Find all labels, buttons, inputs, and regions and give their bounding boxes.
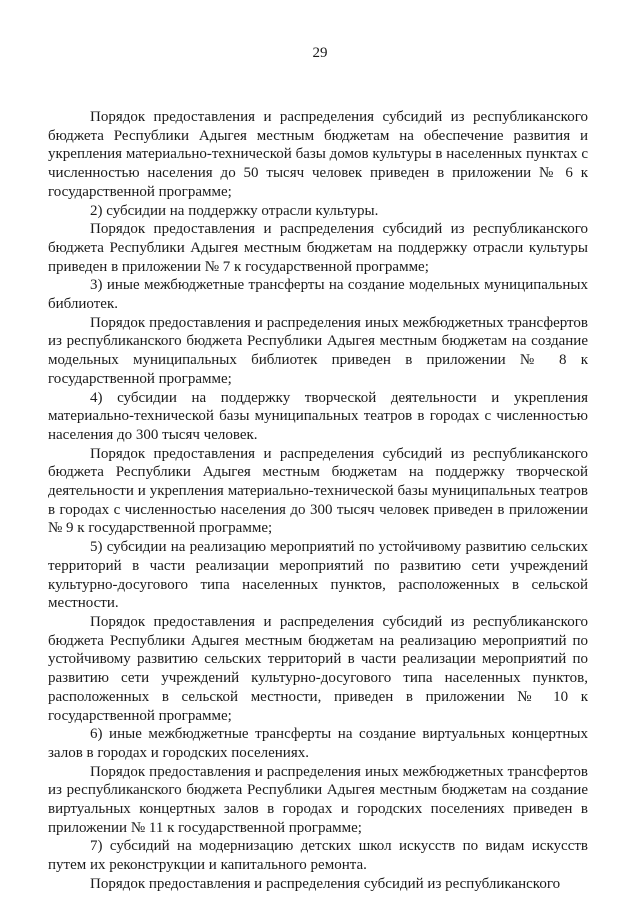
paragraph-procedure-8: Порядок предоставления и распределения иных межбюджетных трансфертов из республиканского бюджета Республики Адыгея местным бюджетам на создание модельных муниципальных библиотек приведен в приложении № 8 к государственной программе; [48, 314, 588, 387]
paragraph-procedure-11: Порядок предоставления и распределения иных межбюджетных трансфертов из республиканского бюджета Республики Адыгея местным бюджетам на создание виртуальных концертных залов в городах и городских поселениях приведен в приложении № 11 к государственной программе; [48, 763, 588, 836]
paragraph-item-4: 4) субсидии на поддержку творческой деятельности и укрепления материально-технической базы муниципальных театров в городах с численностью населения до 300 тысяч человек. [48, 389, 588, 443]
document-body [48, 108, 588, 894]
paragraph-procedure-6: Порядок предоставления и распределения субсидий из республиканского бюджета Республики Адыгея местным бюджетам на обеспечение развития и укрепления материально-технической базы домов культуры в населенных пунктах с численностью населения до 50 тысяч человек приведен в приложении № 6 к государственной программе; [48, 109, 588, 200]
page-number: 29 [312, 45, 328, 61]
paragraph-item-3: 3) иные межбюджетные трансферты на создание модельных муниципальных библиотек. [48, 277, 588, 313]
paragraph-item-2: 2) субсидии на поддержку отрасли культуры. [90, 202, 379, 219]
paragraph-item-6: 6) иные межбюджетные трансферты на создание виртуальных концертных залов в городах и городских поселениях. [48, 726, 588, 761]
paragraph-item-7: 7) субсидий на модернизацию детских школ искусств по видам искусств путем их реконструкции и капитального ремонта. [48, 838, 588, 874]
paragraph-procedure-12-start: Порядок предоставления и распределения субсидий из республиканского [90, 875, 561, 892]
paragraph-procedure-9: Порядок предоставления и распределения субсидий из республиканского бюджета Республики Адыгея местным бюджетам на поддержку творческой деятельности и укрепления материально-технической базы муниципальных театров в городах с численностью населения до 300 тысяч человек приведен в приложении № 9 к государственной программе; [48, 445, 588, 537]
paragraph-item-5: 5) субсидии на реализацию мероприятий по устойчивому развитию сельских территорий в части реализации мероприятий по развитию сети учреждений культурно-досугового типа населенных пунктов, расположенных в сельской местности. [48, 539, 588, 612]
paragraph-procedure-10: Порядок предоставления и распределения субсидий из республиканского бюджета Республики Адыгея местным бюджетам на реализацию мероприятий по устойчивому развитию сельских территорий в части реализации мероприятий по развитию сети учреждений культурно-досугового типа населенных пунктов, расположенных в сельской местности, приведен в приложении № 10 к государственной программе; [48, 613, 588, 724]
paragraph-procedure-7: Порядок предоставления и распределения субсидий из республиканского бюджета Республики Адыгея местным бюджетам на поддержку отрасли культуры приведен в приложении № 7 к государственной программе; [48, 221, 588, 275]
